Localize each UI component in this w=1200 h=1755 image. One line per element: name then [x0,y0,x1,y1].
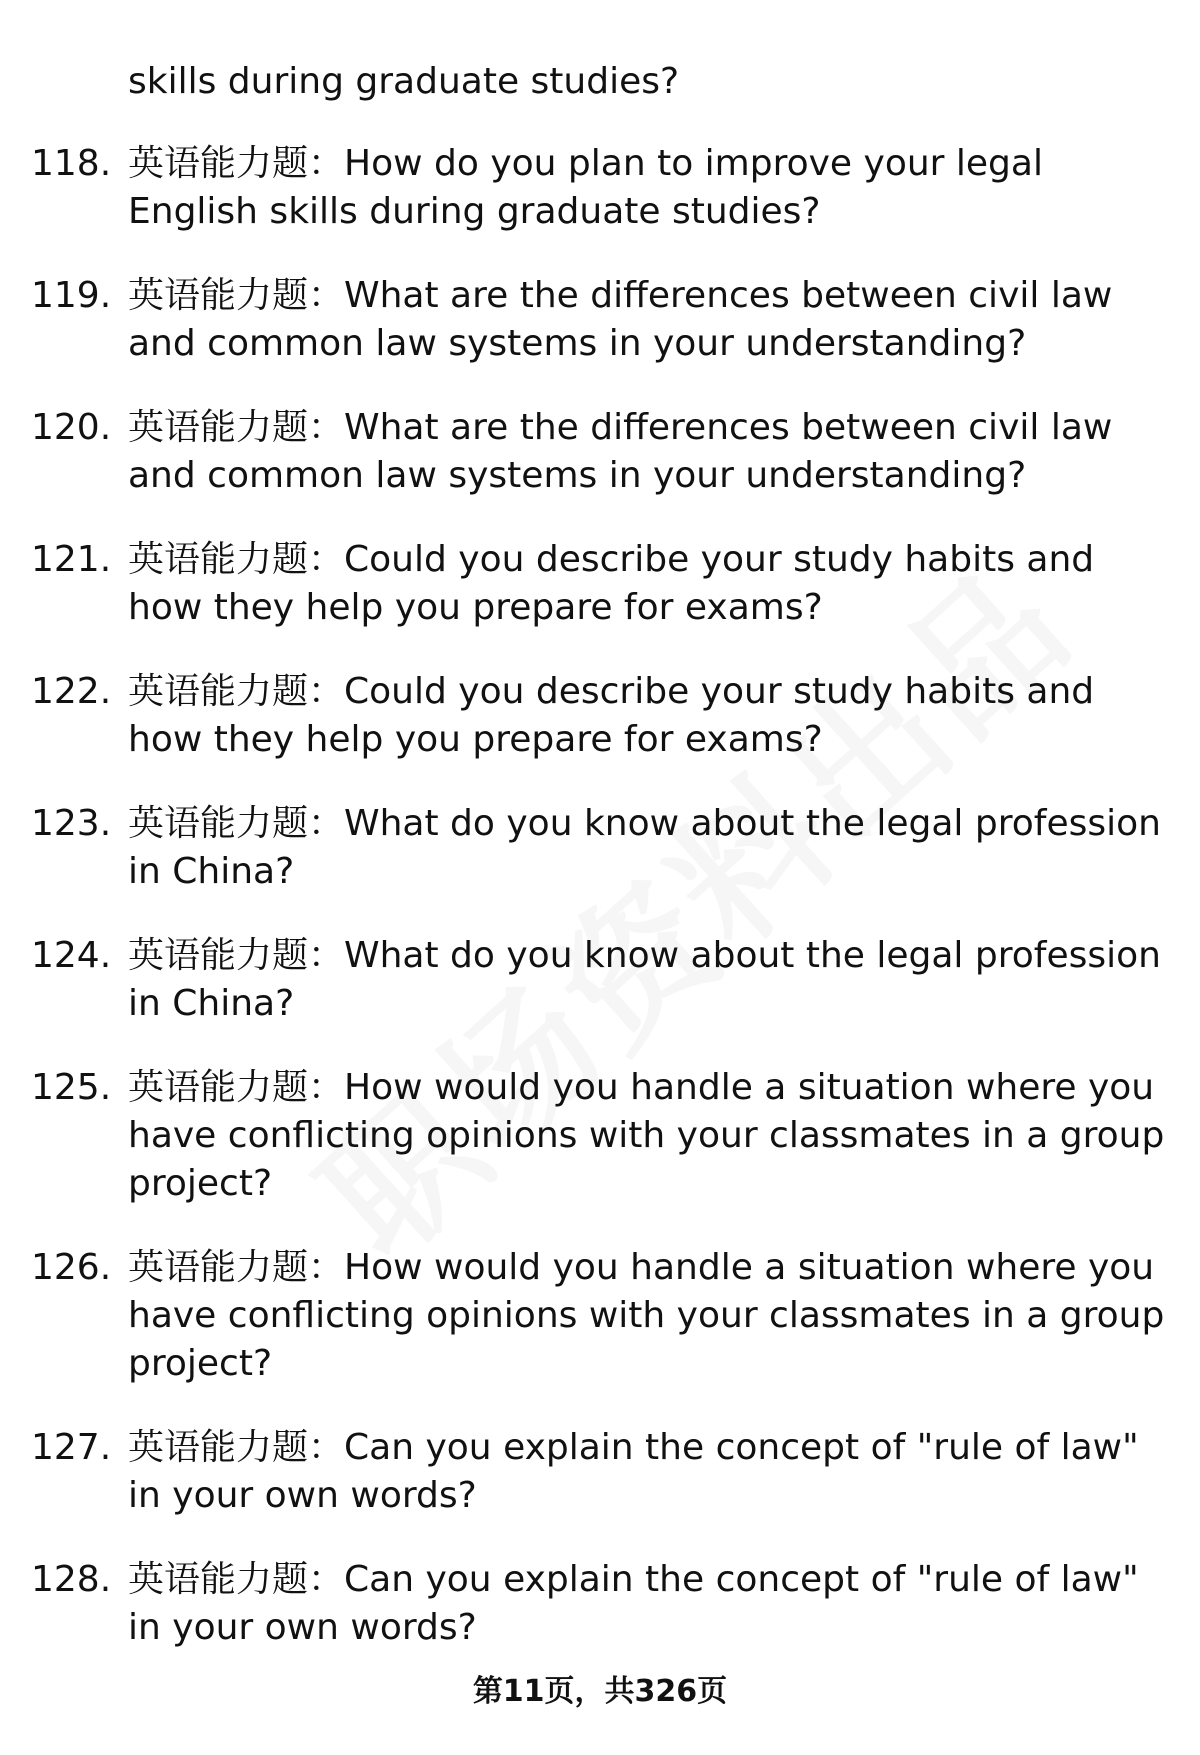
question-text: What are the differences between civil law and common law systems in your understanding? [128,407,1113,496]
question-number: 118. [31,143,112,184]
page-number-footer: 第11页，共326页 [472,1674,728,1709]
question-item [0,800,1200,896]
question-body [128,1556,1168,1652]
question-item [0,1424,1200,1520]
question-text: How would you handle a situation where you have conflicting opinions with your classmates in a group project? [128,1247,1165,1384]
question-text: Could you describe your study habits and how they help you prepare for exams? [128,671,1095,760]
question-text: What are the differences between civil law and common law systems in your understanding? [128,275,1113,364]
question-category-tag: 英语能力题： [128,1427,345,1468]
question-number: 128. [31,1559,112,1600]
question-number: 121. [31,539,112,580]
question-body [128,1244,1168,1388]
question-category-tag: 英语能力题： [128,407,345,448]
question-body [128,932,1168,1028]
question-number: 127. [31,1427,112,1468]
question-text: What do you know about the legal profession in China? [128,935,1161,1024]
continued-question-text: skills during graduate studies? [128,61,680,102]
question-category-tag: 英语能力题： [128,935,345,976]
question-item [0,140,1200,236]
question-body [128,272,1168,368]
question-list [0,140,1200,1688]
question-number: 124. [31,935,112,976]
question-category-tag: 英语能力题： [128,143,345,184]
question-text: Can you explain the concept of "rule of law" in your own words? [128,1427,1139,1516]
question-item [0,932,1200,1028]
question-number: 123. [31,803,112,844]
question-item [0,272,1200,368]
question-item [0,536,1200,632]
question-number: 126. [31,1247,112,1288]
question-item [0,668,1200,764]
question-text: Can you explain the concept of "rule of law" in your own words? [128,1559,1139,1648]
question-number: 120. [31,407,112,448]
question-category-tag: 英语能力题： [128,1067,345,1108]
question-number: 119. [31,275,112,316]
question-category-tag: 英语能力题： [128,539,345,580]
question-body [128,800,1168,896]
question-item [0,404,1200,500]
question-text: How do you plan to improve your legal English skills during graduate studies? [128,143,1043,232]
question-body [128,140,1168,236]
question-category-tag: 英语能力题： [128,1247,345,1288]
question-body [128,668,1168,764]
question-item [0,1556,1200,1652]
question-item [0,1064,1200,1208]
question-body [128,536,1168,632]
question-text: Could you describe your study habits and how they help you prepare for exams? [128,539,1095,628]
question-number: 122. [31,671,112,712]
question-text: How would you handle a situation where you have conflicting opinions with your classmates in a group project? [128,1067,1165,1204]
question-category-tag: 英语能力题： [128,671,345,712]
question-category-tag: 英语能力题： [128,1559,345,1600]
question-body [128,404,1168,500]
question-text: What do you know about the legal profession in China? [128,803,1161,892]
question-category-tag: 英语能力题： [128,803,345,844]
question-number: 125. [31,1067,112,1108]
question-category-tag: 英语能力题： [128,275,345,316]
question-body [128,1424,1168,1520]
question-item [0,1244,1200,1388]
question-body [128,1064,1168,1208]
